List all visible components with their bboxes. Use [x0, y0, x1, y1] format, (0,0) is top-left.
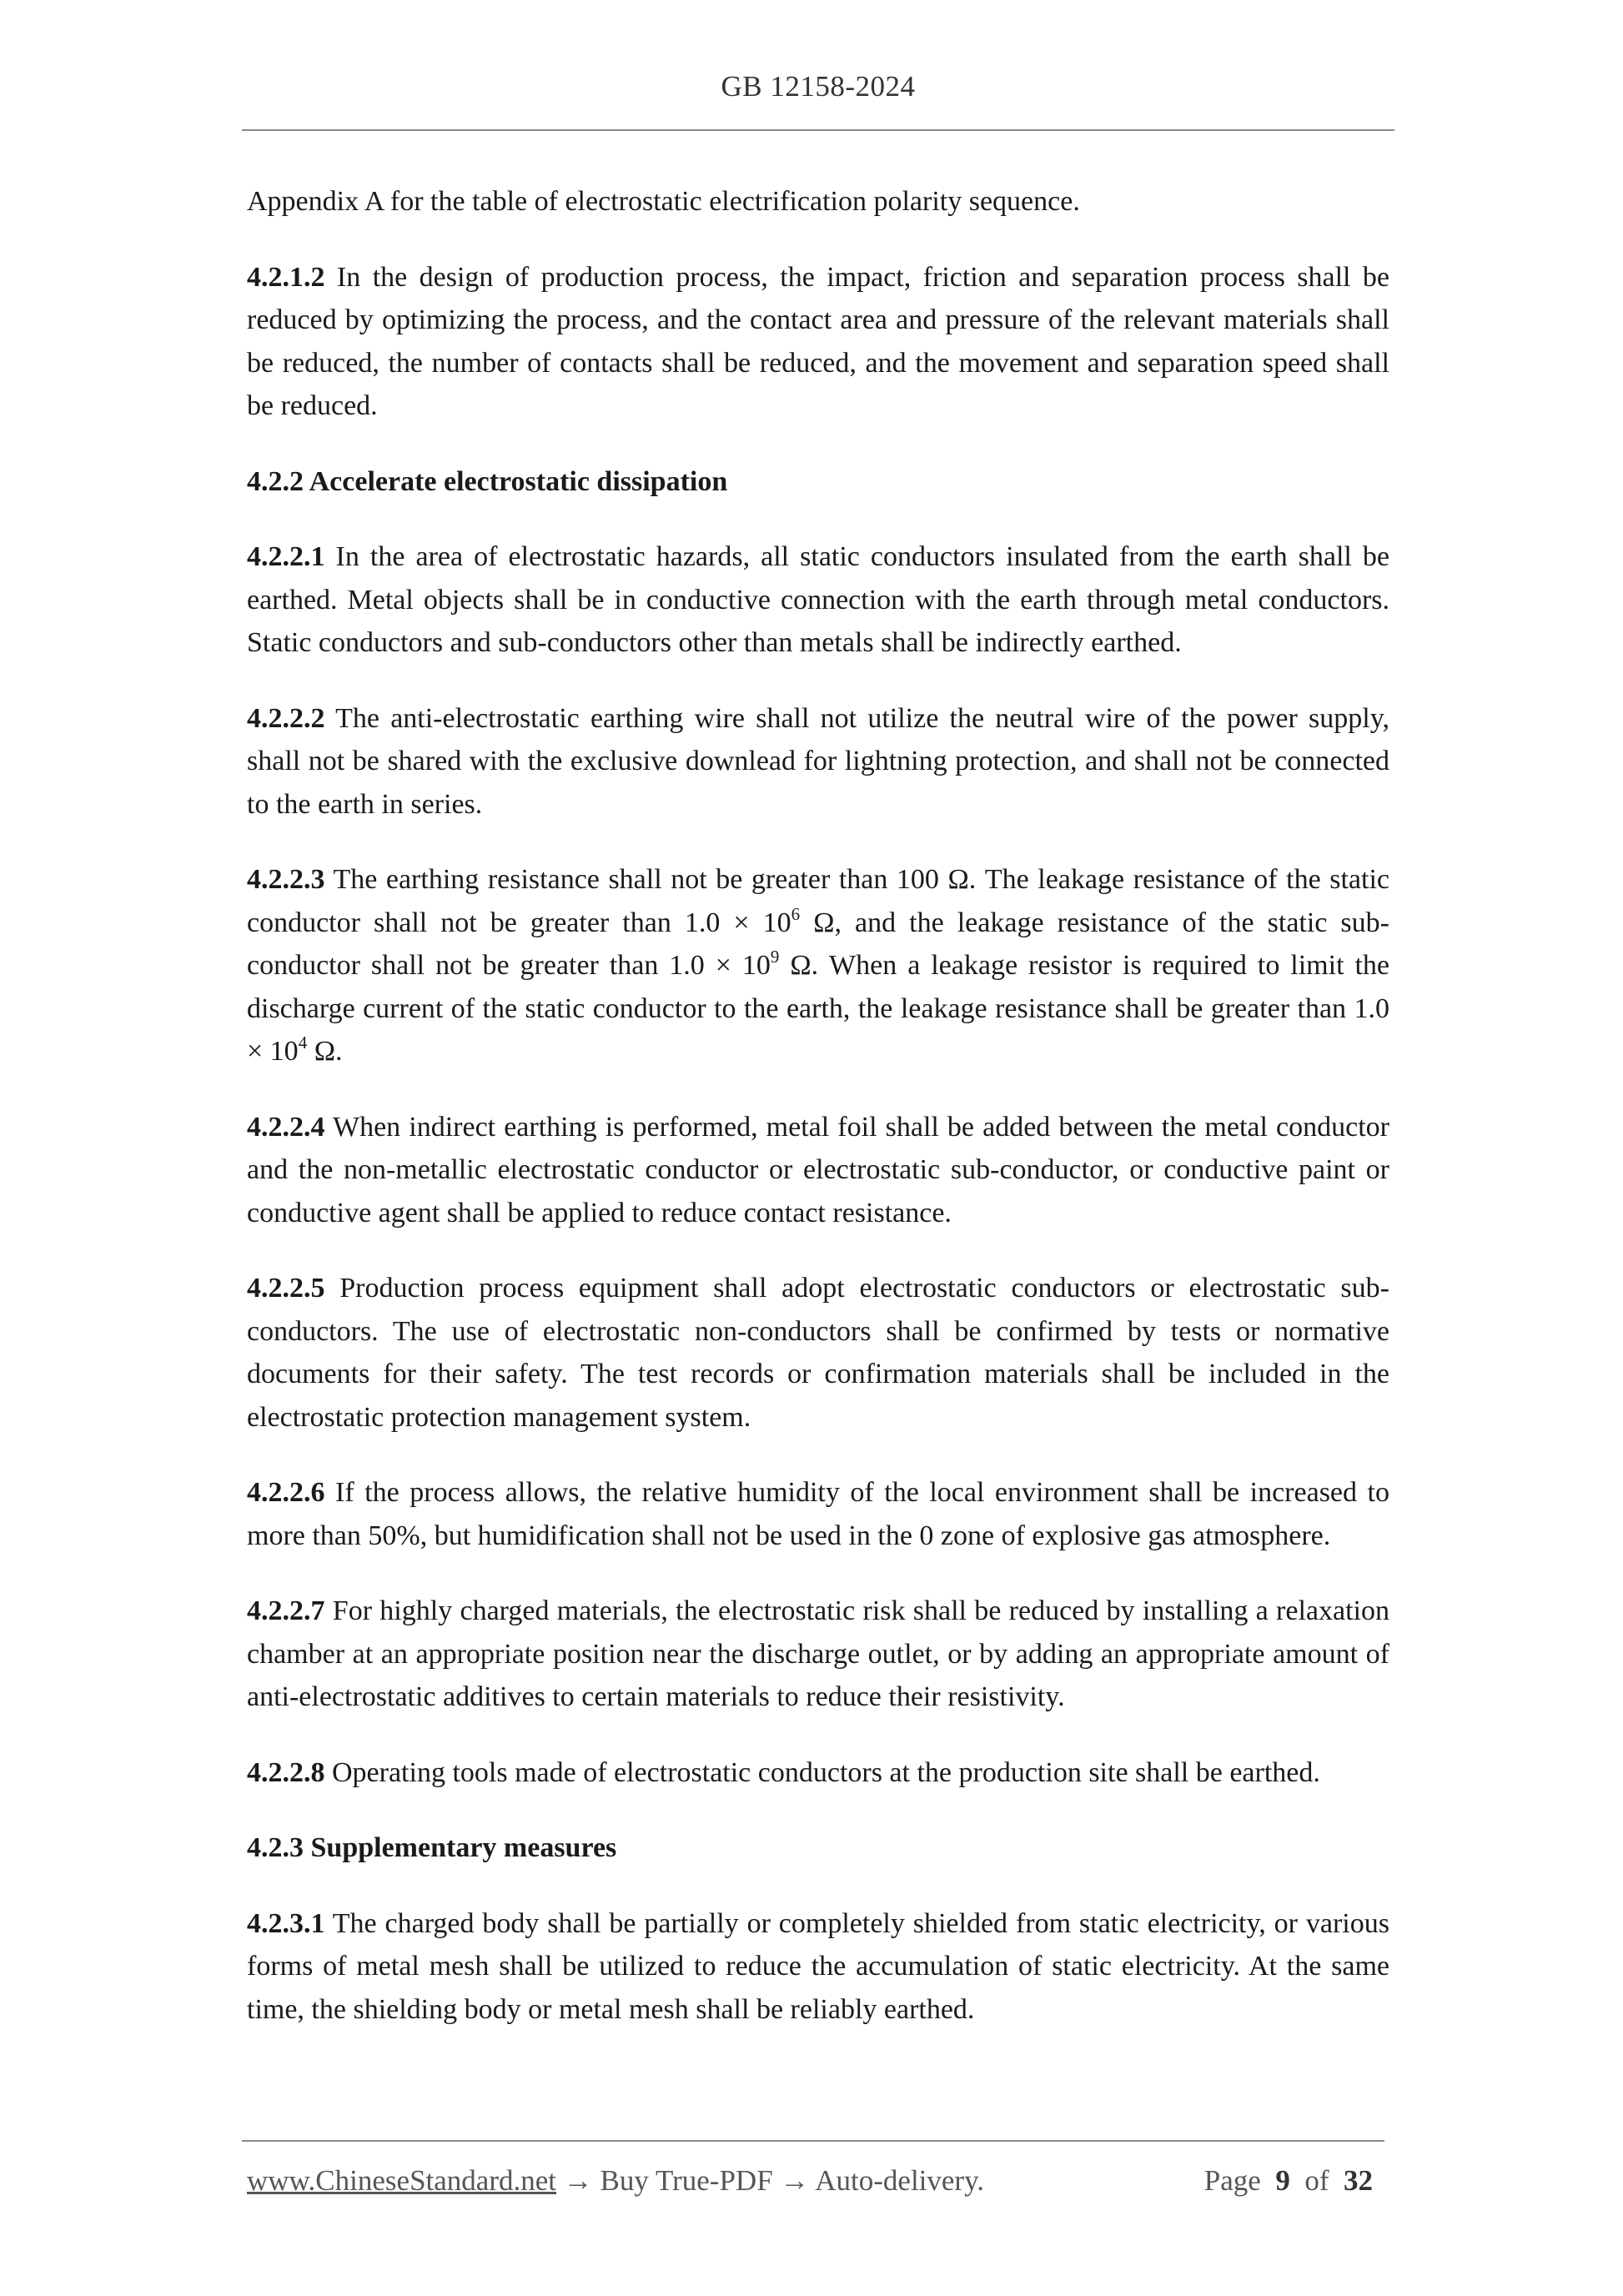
footer-divider: [242, 2140, 1384, 2142]
clause-4-2-1-2: [247, 256, 1389, 428]
clause-text: When indirect earthing is performed, metal foil shall be added between the metal conductor and the non-metallic electrostatic conductor or electrostatic sub-conductor, or conductive paint or conductive agent shall be applied to reduce contact resistance.: [247, 1111, 1389, 1228]
clause-number: 4.2.2.2: [247, 702, 325, 734]
header-divider: [242, 129, 1394, 131]
document-body: [247, 180, 1389, 2063]
clause-number: 4.2.2.3: [247, 864, 325, 895]
clause-text: Ω, and the leakage resistance of the static sub-conductor shall not be greater than 1.0 × 10: [247, 907, 1389, 981]
clause-number: 4.2.2.6: [247, 1477, 325, 1508]
clause-number: 4.2.2.7: [247, 1595, 325, 1626]
total-pages: 32: [1344, 2164, 1373, 2197]
clause-number: 4.2.3.1: [247, 1907, 325, 1939]
arrow-icon: →: [556, 2164, 600, 2197]
arrow-icon: →: [772, 2164, 816, 2197]
clause-text: Production process equipment shall adopt electrostatic conductors or electrostatic sub-conductors. The use of electrostatic non-conductors shall be confirmed by tests or normative documents for their safety. The test records or confirmation materials shall be included in the electrostatic protection management system.: [247, 1273, 1389, 1433]
exponent: 6: [791, 903, 801, 924]
page-indicator: [1204, 2161, 1373, 2201]
clause-text: The anti-electrostatic earthing wire shall not utilize the neutral wire of the power supply, shall not be shared with the exclusive downlead for lightning protection, and shall not be connected to the earth in series.: [247, 702, 1389, 820]
page-footer: [247, 2161, 1384, 2201]
clause-text: In the area of electrostatic hazards, all static conductors insulated from the earth shall be earthed. Metal objects shall be in conductive connection with the earth through metal conductors. Static conductors and sub-conductors other than metals shall be indirectly earthed.: [247, 541, 1389, 658]
clause-4-2-2-2: [247, 697, 1389, 826]
clause-4-2-2-1: [247, 535, 1389, 665]
clause-4-2-3-1: [247, 1902, 1389, 2032]
auto-delivery-text: Auto-delivery.: [815, 2164, 985, 2197]
paragraph-text: Appendix A for the table of electrostatic electrification polarity sequence.: [247, 186, 1080, 217]
section-heading-4-2-2: 4.2.2 Accelerate electrostatic dissipation: [247, 465, 728, 497]
clause-text: The earthing resistance shall not be greater than 100 Ω. The leakage resistance of the static conductor shall not be greater than 1.0 × 10: [247, 864, 1389, 938]
exponent: 4: [298, 1032, 308, 1053]
of-label: of: [1304, 2164, 1329, 2197]
clause-text: For highly charged materials, the electrostatic risk shall be reduced by installing a relaxation chamber at an appropriate position near the discharge outlet, or by adding an appropriate amount of anti-electrostatic additives to certain materials to reduce their resistivity.: [247, 1595, 1389, 1712]
clause-4-2-2-4: [247, 1106, 1389, 1235]
buy-true-pdf-text: Buy True-PDF: [600, 2164, 773, 2197]
clause-number: 4.2.1.2: [247, 261, 325, 293]
clause-text: Operating tools made of electrostatic conductors at the production site shall be earthed.: [324, 1756, 1320, 1788]
clause-4-2-2-6: [247, 1471, 1389, 1557]
page-label: Page: [1203, 2164, 1261, 2197]
clause-4-2-2-3: [247, 858, 1389, 1073]
clause-4-2-2-8: [247, 1751, 1389, 1795]
clause-number: 4.2.2.1: [247, 541, 325, 572]
clause-text: The charged body shall be partially or completely shielded from static electricity, or various forms of metal mesh shall be utilized to reduce the accumulation of static electricity. At the same time, the shielding body or metal mesh shall be reliably earthed.: [247, 1907, 1389, 2025]
document-header: GB 12158-2024: [721, 70, 916, 103]
clause-text: Ω. When a leakage resistor is required to limit the discharge current of the static conductor to the earth, the leakage resistance shall be greater than 1.0 × 10: [247, 950, 1390, 1067]
exponent: 9: [770, 947, 780, 967]
page-number: 9: [1275, 2164, 1290, 2197]
clause-number: 4.2.2.4: [247, 1111, 325, 1143]
clause-4-2-2-7: [247, 1590, 1389, 1719]
clause-number: 4.2.2.5: [247, 1273, 325, 1304]
clause-text: In the design of production process, the impact, friction and separation process shall be reduced by optimizing the process, and the contact area and pressure of the relevant materials shall be reduced, the number of contacts shall be reduced, and the movement and separation speed shall be reduced.: [247, 261, 1389, 421]
clause-4-2-2-5: [247, 1267, 1389, 1439]
clause-text: Ω.: [307, 1036, 343, 1067]
section-heading-4-2-3: 4.2.3 Supplementary measures: [247, 1832, 617, 1863]
clause-text: If the process allows, the relative humidity of the local environment shall be increased to more than 50%, but humidification shall not be used in the 0 zone of explosive gas atmosphere.: [247, 1477, 1389, 1551]
clause-number: 4.2.2.8: [247, 1756, 325, 1788]
website-link[interactable]: www.ChineseStandard.net: [247, 2164, 556, 2197]
paragraph: [247, 180, 1389, 224]
